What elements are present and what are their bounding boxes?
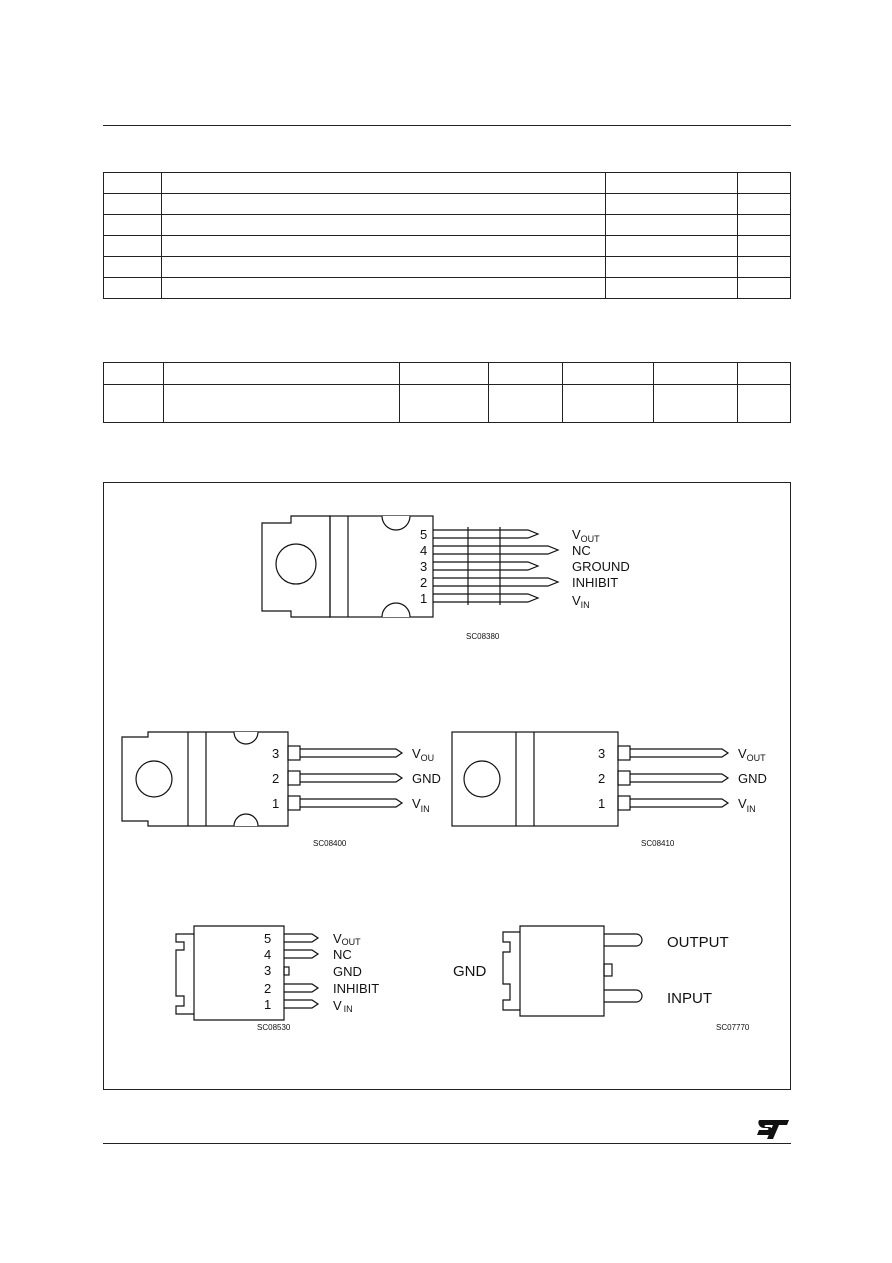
- pin-number: 1: [272, 796, 280, 811]
- package-code: SC08400: [313, 839, 347, 848]
- package-code: SC08380: [466, 632, 500, 641]
- package-code: SC07770: [716, 1023, 750, 1032]
- pin-number: 3: [420, 559, 428, 574]
- pin-label-vin: $V_{IN}$: [412, 796, 430, 814]
- pin-number: 1: [598, 796, 606, 811]
- pin-label-output: OUTPUT: [667, 934, 729, 951]
- pin-number: 4: [420, 543, 428, 558]
- pin-label-gnd: GND: [333, 964, 362, 979]
- package-code: SC08410: [641, 839, 675, 848]
- pin-number: 2: [420, 575, 428, 590]
- to220-package-b: [452, 732, 728, 826]
- pin-number: 5: [264, 931, 272, 946]
- pin-label-inhibit: INHIBIT: [572, 575, 619, 590]
- pin-label-input: INPUT: [667, 990, 712, 1007]
- pin-label-nc: NC: [572, 543, 591, 558]
- footer-rule: [103, 1143, 791, 1144]
- pin-label-ground: GROUND: [572, 559, 630, 574]
- pin-label-vout: $V_{OUT}$: [738, 746, 766, 763]
- pin-number: 1: [264, 997, 272, 1012]
- pin-number: 2: [264, 981, 272, 996]
- pin-label-gnd: GND: [738, 771, 767, 786]
- pin-number: 3: [272, 746, 280, 761]
- pin-number: 3: [264, 963, 272, 978]
- to220-package-a: [122, 732, 402, 826]
- pin-number: 2: [272, 771, 280, 786]
- pin-label-gnd: GND: [412, 771, 441, 786]
- pin-label-nc: NC: [333, 947, 352, 962]
- ppak-package: [176, 926, 318, 1020]
- pin-label-vout: $V_{OU}$: [412, 746, 435, 763]
- pin-label-gnd: GND: [453, 963, 487, 980]
- pin-label-inhibit: INHIBIT: [333, 981, 380, 996]
- pin-label-vin: V IN: [333, 998, 353, 1014]
- pin-label-vout: $V_{OUT}$: [572, 527, 600, 544]
- st-logo-icon: [756, 1118, 790, 1140]
- pin-label-vin: $V_{IN}$: [572, 593, 590, 610]
- package-code: SC08530: [257, 1023, 291, 1032]
- pin-number: 1: [420, 591, 428, 606]
- pin-number: 3: [598, 746, 606, 761]
- pin-number: 5: [420, 527, 428, 542]
- pin-label-vout: VOUT: [333, 931, 361, 947]
- pin-label-vin: $V_{IN}$: [738, 796, 756, 814]
- dpak-package: [503, 926, 642, 1016]
- pin-number: 4: [264, 947, 272, 962]
- pentawatt-package: [262, 516, 558, 617]
- pin-number: 2: [598, 771, 606, 786]
